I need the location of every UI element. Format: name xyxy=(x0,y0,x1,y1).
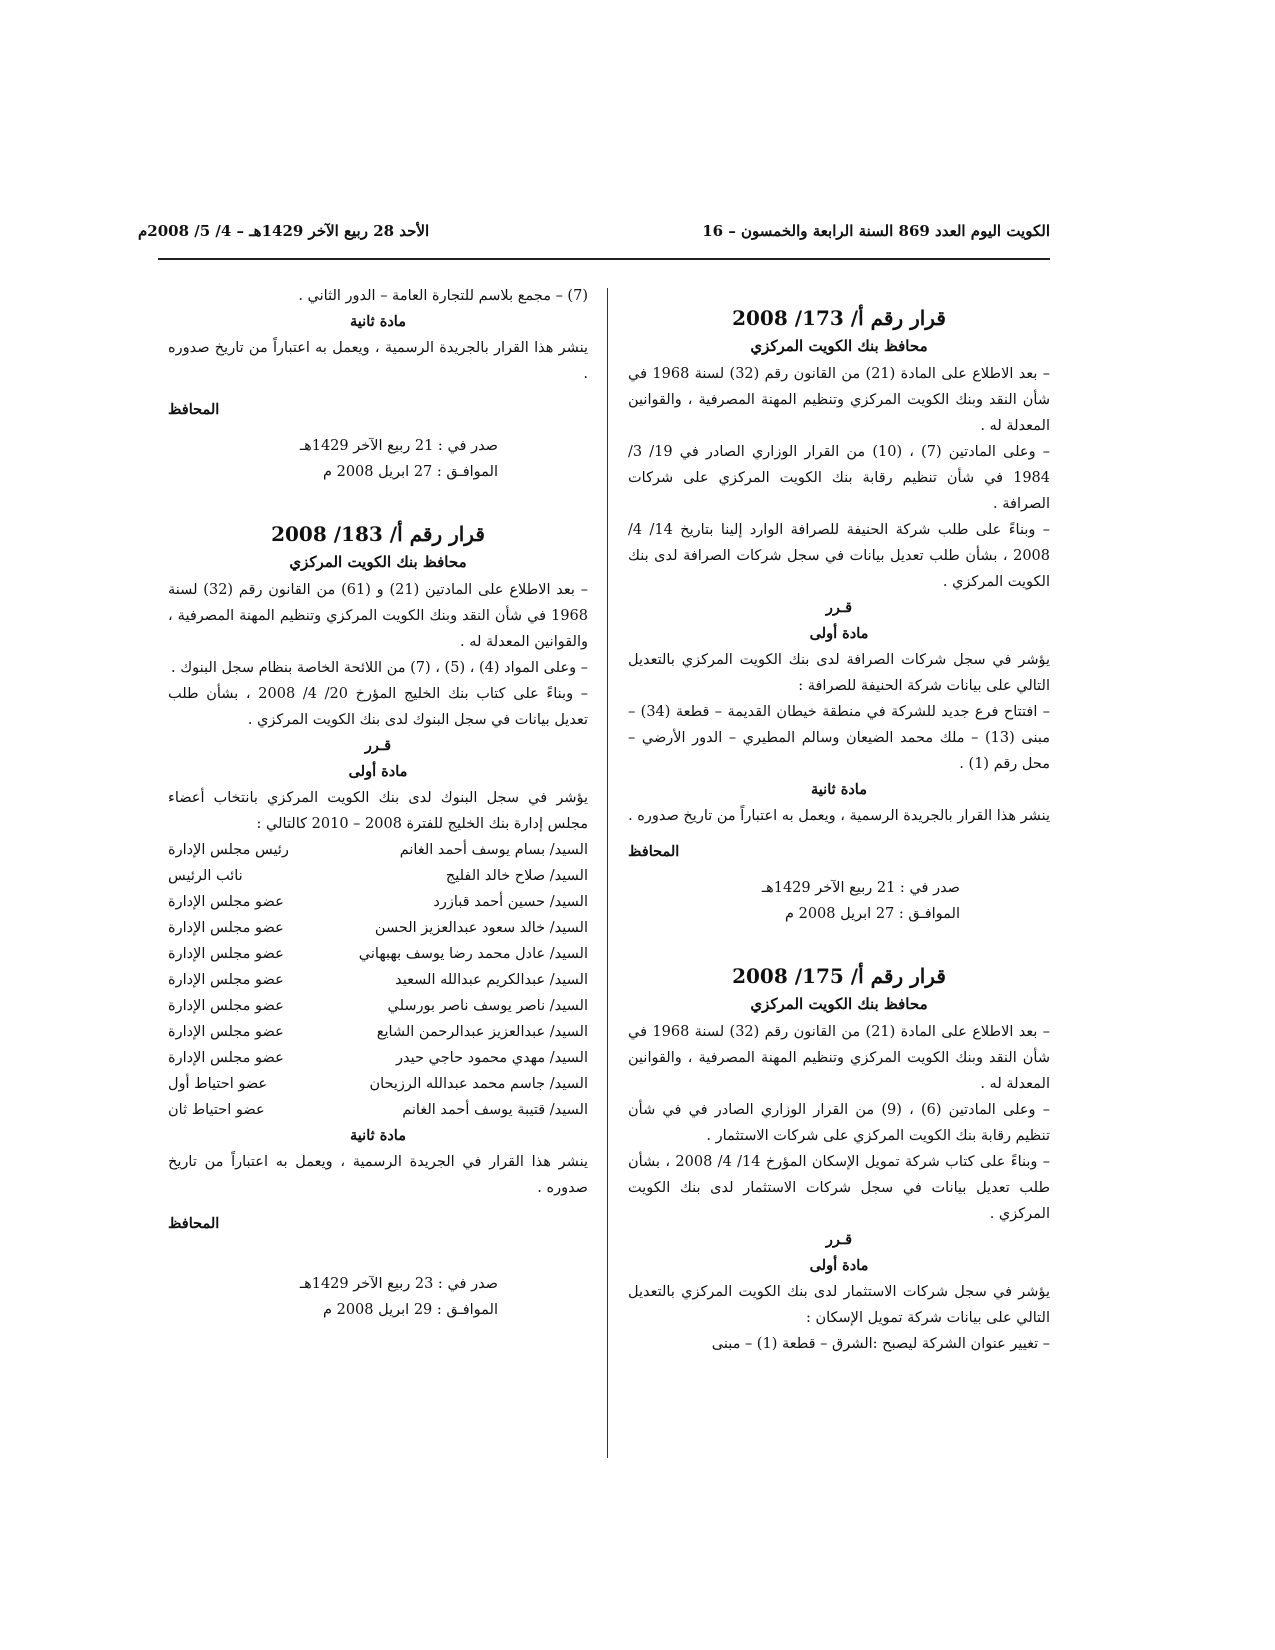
header-issue-info: الكويت اليوم العدد 869 السنة الرابعة والخمسون – 16 xyxy=(702,222,1050,240)
corresponding-label: الموافـق xyxy=(908,906,960,922)
decision-183-preamble-3: – وبناءً على كتاب بنك الخليج المؤرخ 20/ 4/ 2008 ، بشأن طلب تعديل بيانات في سجل البنوك لدى بنك الكويت المركزي . xyxy=(168,686,588,728)
continuation-item: (7) – مجمع بلاسم للتجارة العامة – الدور الثاني . xyxy=(298,288,588,304)
issued-value: 21 ربيع الآخر 1429هـ xyxy=(299,438,434,454)
list-item xyxy=(168,837,588,863)
decision-183-article1-heading: مادة أولى xyxy=(348,763,408,780)
decision-183-article1-text: يؤشر في سجل البنوك لدى بنك الكويت المركزي بانتخاب أعضاء مجلس إدارة بنك الخليج للفترة 2008 – 2010 كالتالي : xyxy=(168,790,588,832)
member-name: السيد/ ناصر يوسف ناصر بورسلي xyxy=(387,998,588,1014)
member-name: السيد/ حسين أحمد قبازرد xyxy=(433,894,588,910)
issued-label: صدر في xyxy=(909,880,960,896)
decision-175-decides: قـرر xyxy=(825,1231,853,1248)
decision-173-title: قرار رقم أ/ 173/ 2008 xyxy=(732,306,946,330)
member-name: السيد/ بسام يوسف أحمد الغانم xyxy=(399,842,588,858)
corresponding-value: 27 ابريل 2008 م xyxy=(785,906,895,922)
corresponding-value: 29 ابريل 2008 م xyxy=(323,1302,433,1318)
list-item xyxy=(168,1019,588,1045)
decision-173-decides: قـرر xyxy=(825,599,853,616)
left-column xyxy=(168,283,588,1333)
list-item xyxy=(168,915,588,941)
member-role: عضو مجلس الإدارة xyxy=(168,920,284,936)
decision-175-article1-text: يؤشر في سجل شركات الاستثمار لدى بنك الكويت المركزي بالتعديل التالي على بيانات شركة تمويل الإسكان : xyxy=(628,1284,1050,1326)
board-members-list xyxy=(168,837,588,1123)
member-role: رئيس مجلس الإدارة xyxy=(168,842,289,858)
corresponding-value: 27 ابريل 2008 م xyxy=(323,464,433,480)
member-role: عضو مجلس الإدارة xyxy=(168,998,284,1014)
decision-175-article1-heading: مادة أولى xyxy=(809,1257,869,1274)
member-name: السيد/ عبدالكريم عبدالله السعيد xyxy=(395,972,588,988)
decision-183-preamble-1: – بعد الاطلاع على المادتين (21) و (61) من القانون رقم (32) لسنة 1968 في شأن النقد وبنك الكويت المركزي وتنظيم المهنة المصرفية ، والقوانين المعدلة له . xyxy=(168,582,588,650)
corresponding-label: الموافـق xyxy=(446,464,498,480)
list-item xyxy=(168,863,588,889)
continuation-article2-text: ينشر هذا القرار بالجريدة الرسمية ، ويعمل به اعتباراً من تاريخ صدوره . xyxy=(168,340,588,382)
decision-173-signer: المحافظ xyxy=(628,843,680,860)
continuation-signer: المحافظ xyxy=(168,401,220,418)
decision-183-preamble-2: – وعلى المواد (4) ، (5) ، (7) من اللائحة الخاصة بنظام سجل البنوك . xyxy=(171,660,588,676)
list-item xyxy=(168,889,588,915)
decision-173-article2-text: ينشر هذا القرار بالجريدة الرسمية ، ويعمل به اعتباراً من تاريخ صدوره . xyxy=(628,808,1050,824)
issued-value: 21 ربيع الآخر 1429هـ xyxy=(761,880,896,896)
list-item xyxy=(168,993,588,1019)
decision-173-article1-heading: مادة أولى xyxy=(809,625,869,642)
decision-173-article2-heading: مادة ثانية xyxy=(811,781,867,798)
member-role: عضو مجلس الإدارة xyxy=(168,894,284,910)
member-name: السيد/ قتيبة يوسف أحمد الغانم xyxy=(402,1102,588,1118)
decision-175-issuer: محافظ بنك الكويت المركزي xyxy=(750,995,928,1013)
decision-183-decides: قـرر xyxy=(364,737,392,754)
list-item xyxy=(168,941,588,967)
right-column xyxy=(628,303,1050,1357)
issued-label: صدر في xyxy=(447,438,498,454)
decision-173-preamble-1: – بعد الاطلاع على المادة (21) من القانون رقم (32) لسنة 1968 في شأن النقد وبنك الكويت المركزي وتنظيم المهنة المصرفية ، والقوانين المعدلة له . xyxy=(628,366,1050,434)
column-divider xyxy=(607,288,608,1458)
member-name: السيد/ مهدي محمود حاجي حيدر xyxy=(396,1050,588,1066)
decision-173-preamble-3: – وبناءً على طلب شركة الحنيفة للصرافة الوارد إلينا بتاريخ 14/ 4/ 2008 ، بشأن طلب تعديل بيانات في سجل شركات الصرافة لدى بنك الكويت المركزي . xyxy=(628,522,1050,590)
member-name: السيد/ عادل محمد رضا يوسف بهبهاني xyxy=(358,946,588,962)
decision-173-article1-item: – افتتاح فرع جديد للشركة في منطقة خيطان القديمة – قطعة (34) – مبنى (13) – ملك محمد الضيعان وسالم المطيري – الدور الأرضي – محل رقم (1) . xyxy=(628,704,1050,772)
member-role: عضو مجلس الإدارة xyxy=(168,1024,284,1040)
member-role: عضو احتياط أول xyxy=(168,1076,268,1092)
list-item xyxy=(168,1097,588,1123)
decision-183-article2-text: ينشر هذا القرار في الجريدة الرسمية ، ويعمل به اعتباراً من تاريخ صدوره . xyxy=(168,1154,588,1196)
list-item xyxy=(168,1071,588,1097)
decision-173-preamble-2: – وعلى المادتين (7) ، (10) من القرار الوزاري الصادر في 19/ 3/ 1984 في شأن تنظيم رقابة بنك الكويت المركزي على شركات الصرافة . xyxy=(628,444,1050,512)
member-name: السيد/ عبدالعزيز عبدالرحمن الشايع xyxy=(376,1024,588,1040)
decision-183-dates: صدر في : 23 ربيع الآخر 1429هـ الموافـق : 29 ابريل 2008 م xyxy=(299,1276,498,1318)
decision-173-article1-text: يؤشر في سجل شركات الصرافة لدى بنك الكويت المركزي بالتعديل التالي على بيانات شركة الحنيفة للصرافة : xyxy=(628,652,1050,694)
member-name: السيد/ جاسم محمد عبدالله الرزيحان xyxy=(369,1076,588,1092)
member-role: نائب الرئيس xyxy=(168,868,243,884)
decision-175-article1-item: – تغيير عنوان الشركة ليصبح :الشرق – قطعة (1) – مبنى xyxy=(711,1336,1050,1352)
decision-183-title: قرار رقم أ/ 183/ 2008 xyxy=(271,522,485,546)
continuation-dates: صدر في : 21 ربيع الآخر 1429هـ الموافـق : 27 ابريل 2008 م xyxy=(299,438,498,480)
header-date: الأحد 28 ربيع الآخر 1429هـ – 4/ 5/ 2008م xyxy=(138,222,430,240)
decision-173-dates: صدر في : 21 ربيع الآخر 1429هـ الموافـق : 27 ابريل 2008 م xyxy=(761,880,960,922)
issued-value: 23 ربيع الآخر 1429هـ xyxy=(299,1276,434,1292)
member-name: السيد/ خالد سعود عبدالعزيز الحسن xyxy=(374,920,588,936)
decision-175-title: قرار رقم أ/ 175/ 2008 xyxy=(732,964,946,988)
decision-175-preamble-3: – وبناءً على كتاب شركة تمويل الإسكان المؤرخ 14/ 4/ 2008 ، بشأن طلب تعديل بيانات في سجل شركات الاستثمار لدى بنك الكويت المركزي . xyxy=(628,1154,1050,1222)
issued-label: صدر في xyxy=(447,1276,498,1292)
member-role: عضو مجلس الإدارة xyxy=(168,1050,284,1066)
member-name: السيد/ صلاح خالد الفليج xyxy=(445,868,588,884)
list-item xyxy=(168,1045,588,1071)
decision-183-signer: المحافظ xyxy=(168,1215,220,1232)
decision-175-preamble-2: – وعلى المادتين (6) ، (9) من القرار الوزاري الصادر في في شأن تنظيم رقابة بنك الكويت المركزي على شركات الاستثمار . xyxy=(628,1102,1050,1144)
decision-175-preamble-1: – بعد الاطلاع على المادة (21) من القانون رقم (32) لسنة 1968 في شأن النقد وبنك الكويت المركزي وتنظيم المهنة المصرفية ، والقوانين المعدلة له . xyxy=(628,1024,1050,1092)
member-role: عضو احتياط ثان xyxy=(168,1102,265,1118)
decision-173-issuer: محافظ بنك الكويت المركزي xyxy=(750,337,928,355)
list-item xyxy=(168,967,588,993)
member-role: عضو مجلس الإدارة xyxy=(168,972,284,988)
continuation-article2-heading: مادة ثانية xyxy=(350,313,406,330)
corresponding-label: الموافـق xyxy=(446,1302,498,1318)
header-rule xyxy=(158,258,1050,260)
member-role: عضو مجلس الإدارة xyxy=(168,946,284,962)
decision-183-issuer: محافظ بنك الكويت المركزي xyxy=(289,553,467,571)
decision-183-article2-heading: مادة ثانية xyxy=(350,1127,406,1144)
